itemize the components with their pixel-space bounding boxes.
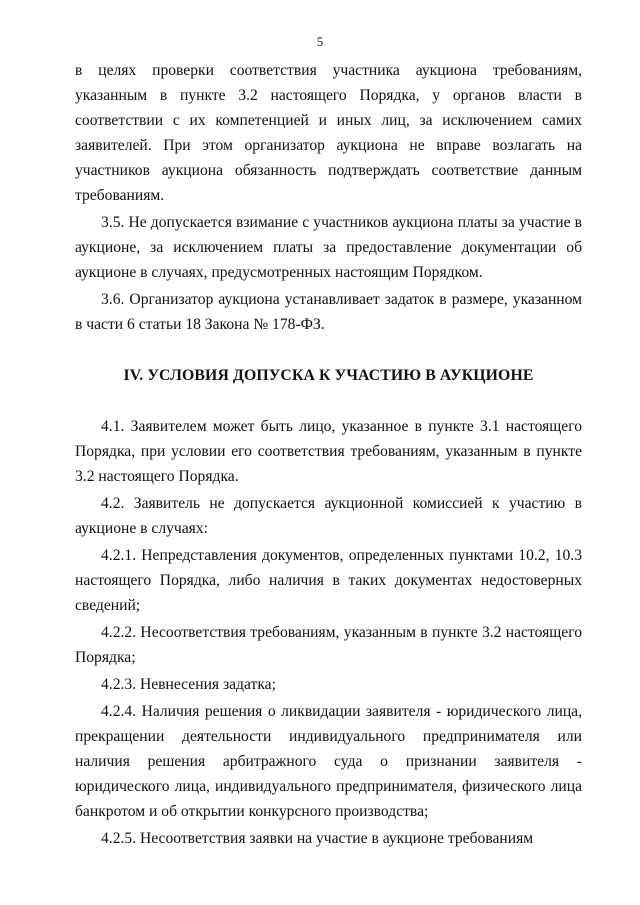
- paragraph-4-2-2: 4.2.2. Несоответствия требованиям, указанным в пункте 3.2 настоящего Порядка;: [75, 624, 582, 666]
- section-heading: IV. УСЛОВИЯ ДОПУСКА К УЧАСТИЮ В АУКЦИОНЕ: [123, 367, 534, 384]
- paragraph-3-6: 3.6. Организатор аукциона устанавливает задаток в размере, указанном в части 6 статьи 18 Закона № 178-ФЗ.: [75, 291, 582, 333]
- paragraph-3-5: 3.5. Не допускается взимание с участников аукциона платы за участие в аукционе, за исключением платы за предоставление документации об аукционе в случаях, предусмотренных настоящим Порядком.: [75, 214, 582, 281]
- document-body: [75, 58, 582, 853]
- paragraph-4-2-5: 4.2.5. Несоответствия заявки на участие в аукционе требованиям: [101, 830, 534, 847]
- page-number: 5: [316, 34, 324, 49]
- paragraph-4-2-4: 4.2.4. Наличия решения о ликвидации заявителя - юридического лица, прекращении деятельности индивидуального предпринимателя или наличия решения арбитражного суда о признании заявителя - юридического лица, индивидуального предпринимателя, физического лица банкротом и об открытии конкурсного производства;: [75, 703, 582, 820]
- paragraph-4-2-3: 4.2.3. Невнесения задатка;: [101, 676, 276, 693]
- paragraph-4-2-1: 4.2.1. Непредставления документов, определенных пунктами 10.2, 10.3 настоящего Порядка, либо наличия в таких документах недостоверных сведений;: [75, 547, 582, 614]
- paragraph-4-1: 4.1. Заявителем может быть лицо, указанное в пункте 3.1 настоящего Порядка, при условии его соответствия требованиям, указанным в пункте 3.2 настоящего Порядка.: [75, 418, 582, 485]
- paragraph-continuation: в целях проверки соответствия участника аукциона требованиям, указанным в пункте 3.2 настоящего Порядка, у органов власти в соответствии с их компетенцией и иных лиц, за исключением самих заявителей. При этом организатор аукциона не вправе возлагать на участников аукциона обязанность подтверждать соответствие данным требованиям.: [75, 62, 582, 204]
- paragraph-4-2: 4.2. Заявитель не допускается аукционной комиссией к участию в аукционе в случаях:: [75, 495, 582, 537]
